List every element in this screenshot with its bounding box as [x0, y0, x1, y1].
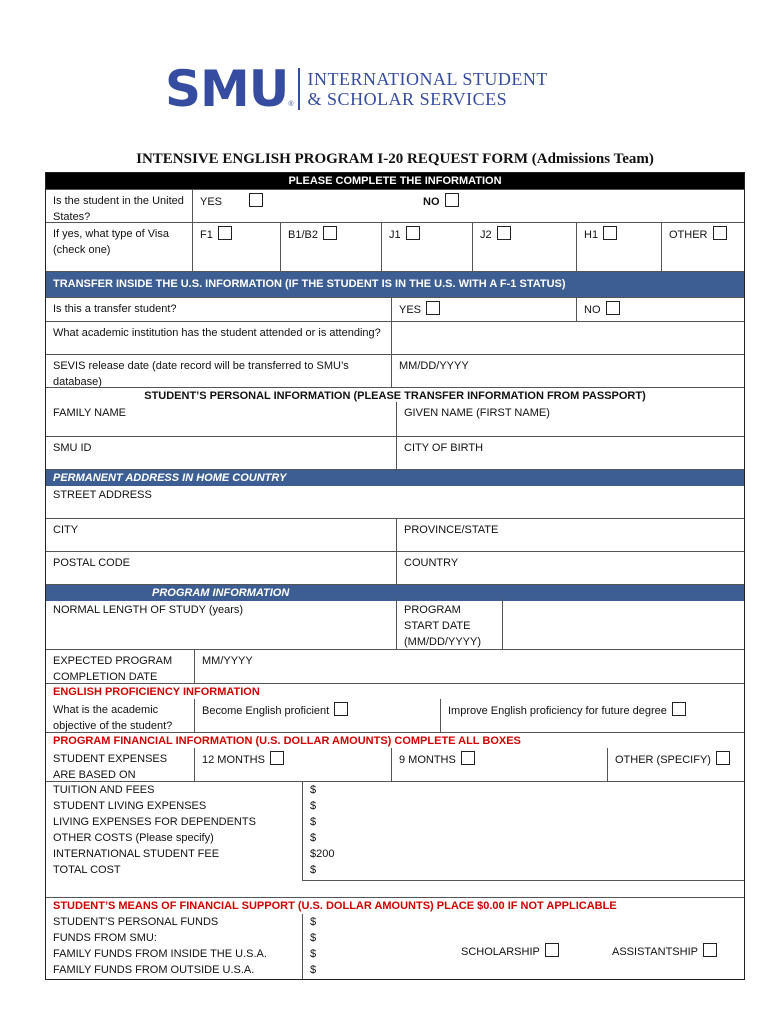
- in-us-question: Is the student in the United States?: [53, 195, 184, 222]
- visa-row: [46, 223, 744, 272]
- means-label: FAMILY FUNDS FROM OUTSIDE U.S.A.: [53, 964, 255, 976]
- means-value: $: [310, 916, 317, 928]
- months12-label: 12 MONTHS: [202, 754, 265, 766]
- cost-value: $: [310, 832, 317, 844]
- visa-b1b2-label: B1/B2: [288, 229, 318, 241]
- english-opt2-cell: [440, 699, 744, 732]
- visa-f1-cell: [192, 223, 280, 271]
- section-please-complete: PLEASE COMPLETE THE INFORMATION: [46, 173, 744, 190]
- section-program: PROGRAM INFORMATION: [46, 585, 744, 601]
- cost-values[interactable]: [302, 782, 744, 881]
- smuid-row: [46, 437, 744, 470]
- visa-other-cell: [661, 223, 744, 271]
- visa-j2-checkbox[interactable]: [497, 226, 511, 240]
- institution-field[interactable]: [391, 322, 744, 354]
- province-field[interactable]: PROVINCE/STATE: [396, 519, 744, 551]
- section-transfer-label: TRANSFER INSIDE THE U.S. INFORMATION (IF THE STUDENT IS IN THE U.S. WITH A F-1 STATUS): [53, 278, 566, 290]
- visa-j1-cell: [381, 223, 472, 271]
- postal-code-field[interactable]: POSTAL CODE: [53, 557, 131, 569]
- assistantship-checkbox[interactable]: [703, 943, 717, 957]
- section-personal: STUDENT’S PERSONAL INFORMATION (PLEASE TRANSFER INFORMATION FROM PASSPORT): [144, 390, 646, 402]
- in-us-no-cell: [409, 190, 744, 222]
- scholarship-cell: [461, 943, 559, 958]
- english-question: What is the academic objective of the student?: [53, 704, 173, 732]
- city-of-birth-field[interactable]: CITY OF BIRTH: [396, 437, 744, 469]
- request-form: [45, 172, 745, 980]
- visa-other-checkbox[interactable]: [713, 226, 727, 240]
- transfer-no-label: NO: [584, 304, 601, 316]
- cost-label: STUDENT LIVING EXPENSES: [53, 800, 207, 812]
- months9-label: 9 MONTHS: [399, 754, 456, 766]
- transfer-no-checkbox[interactable]: [606, 301, 620, 315]
- section-address: PERMANENT ADDRESS IN HOME COUNTRY: [46, 470, 744, 486]
- english-opt2-checkbox[interactable]: [672, 702, 686, 716]
- completion-field[interactable]: MM/YYYY: [194, 650, 744, 683]
- section-means: STUDENT’S MEANS OF FINANCIAL SUPPORT (U.S. DOLLAR AMOUNTS) PLACE $0.00 IF NOT APPLICABLE: [53, 900, 617, 912]
- in-us-row: [46, 190, 744, 223]
- logo-registered-mark: ®: [288, 101, 294, 108]
- section-english: ENGLISH PROFICIENCY INFORMATION: [53, 686, 260, 698]
- program-start-label: PROGRAM START DATE (MM/DD/YYYY): [396, 599, 503, 649]
- cost-label: TOTAL COST: [53, 864, 121, 876]
- cost-value: $: [310, 800, 317, 812]
- smu-logo: [165, 60, 548, 118]
- costs-block: [46, 782, 744, 898]
- other-specify-label: OTHER (SPECIFY): [615, 754, 711, 766]
- means-label: FUNDS FROM SMU:: [53, 932, 157, 944]
- english-opt1-cell: [194, 699, 440, 732]
- completion-row: [46, 650, 744, 684]
- smu-id-field[interactable]: SMU ID: [53, 442, 92, 454]
- means-label: STUDENT’S PERSONAL FUNDS: [53, 916, 219, 928]
- means-labels: [46, 914, 302, 979]
- means-value: $: [310, 964, 317, 976]
- visa-b1b2-checkbox[interactable]: [323, 226, 337, 240]
- country-field[interactable]: COUNTRY: [396, 552, 744, 584]
- logo-divider: [298, 68, 300, 110]
- institution-question: What academic institution has the student attended or is attending?: [53, 327, 381, 339]
- assistantship-label: ASSISTANTSHIP: [612, 946, 698, 958]
- in-us-yes-checkbox[interactable]: [249, 193, 263, 207]
- visa-b1b2-cell: [280, 223, 381, 271]
- means-value: $: [310, 932, 317, 944]
- street-row: [46, 470, 744, 519]
- visa-question: If yes, what type of Visa (check one): [53, 228, 169, 256]
- length-of-study-field[interactable]: NORMAL LENGTH OF STUDY (years): [53, 604, 244, 616]
- other-specify-cell: [607, 748, 744, 781]
- in-us-no-label: NO: [423, 196, 440, 208]
- postal-row: [46, 552, 744, 585]
- scholarship-checkbox[interactable]: [545, 943, 559, 957]
- cost-label: TUITION AND FEES: [53, 784, 155, 796]
- in-us-yes-label: YES: [200, 196, 223, 208]
- english-opt1-label: Become English proficient: [202, 705, 330, 717]
- institution-row: [46, 322, 744, 355]
- cost-value: $200: [310, 848, 335, 860]
- visa-other-label: OTHER: [669, 229, 708, 241]
- english-row: [46, 684, 744, 733]
- means-value: $: [310, 948, 317, 960]
- transfer-question: Is this a transfer student?: [53, 303, 177, 315]
- transfer-yes-cell: [391, 298, 576, 321]
- personal-name-row: [46, 388, 744, 437]
- assistantship-cell: [612, 943, 717, 958]
- visa-j1-label: J1: [389, 229, 401, 241]
- family-name-field[interactable]: FAMILY NAME: [53, 407, 126, 419]
- months12-cell: [194, 748, 391, 781]
- months9-cell: [391, 748, 607, 781]
- given-name-field[interactable]: GIVEN NAME (FIRST NAME): [396, 402, 744, 436]
- transfer-row: [46, 298, 744, 322]
- sevis-question: SEVIS release date (date record will be transferred to SMU’s database): [53, 360, 349, 387]
- form-title: INTENSIVE ENGLISH PROGRAM I-20 REQUEST FORM (Admissions Team): [136, 151, 654, 167]
- expenses-based-label: STUDENT EXPENSES ARE BASED ON: [53, 753, 168, 781]
- cost-value: $: [310, 784, 317, 796]
- cost-label: OTHER COSTS (Please specify): [53, 832, 214, 844]
- means-values[interactable]: [302, 914, 457, 979]
- logo-line1: INTERNATIONAL STUDENT: [307, 69, 548, 89]
- section-financial: PROGRAM FINANCIAL INFORMATION (U.S. DOLLAR AMOUNTS) COMPLETE ALL BOXES: [53, 735, 521, 747]
- logo-brand: SMU: [165, 60, 289, 118]
- in-us-yes-cell: [192, 190, 409, 222]
- visa-h1-label: H1: [584, 229, 599, 241]
- sevis-date-field[interactable]: MM/DD/YYYY: [391, 355, 744, 387]
- visa-h1-cell: [576, 223, 661, 271]
- city-field[interactable]: CITY: [53, 524, 79, 536]
- street-address-field[interactable]: STREET ADDRESS: [53, 489, 152, 501]
- cost-label: INTERNATIONAL STUDENT FEE: [53, 848, 220, 860]
- visa-f1-label: F1: [200, 229, 213, 241]
- program-length-row: [46, 585, 744, 650]
- visa-j2-cell: [472, 223, 576, 271]
- means-label: FAMILY FUNDS FROM INSIDE THE U.S.A.: [53, 948, 267, 960]
- program-start-field[interactable]: [503, 599, 744, 649]
- visa-f1-checkbox[interactable]: [218, 226, 232, 240]
- section-transfer: [46, 272, 744, 298]
- cost-labels: [46, 782, 302, 897]
- logo-text: [308, 69, 548, 109]
- scholarship-label: SCHOLARSHIP: [461, 946, 540, 958]
- means-block: [46, 898, 744, 979]
- in-us-no-checkbox[interactable]: [445, 193, 459, 207]
- visa-h1-checkbox[interactable]: [603, 226, 617, 240]
- city-row: [46, 519, 744, 552]
- visa-j2-label: J2: [480, 229, 492, 241]
- other-specify-checkbox[interactable]: [716, 751, 730, 765]
- months9-checkbox[interactable]: [461, 751, 475, 765]
- cost-value: $: [310, 864, 317, 876]
- transfer-yes-label: YES: [399, 304, 422, 316]
- logo-line2: & SCHOLAR SERVICES: [307, 89, 508, 109]
- cost-value: $: [310, 816, 317, 828]
- expenses-based-row: [46, 733, 744, 782]
- sevis-row: [46, 355, 744, 388]
- completion-label: EXPECTED PROGRAM COMPLETION DATE: [53, 655, 173, 683]
- cost-label: LIVING EXPENSES FOR DEPENDENTS: [53, 816, 256, 828]
- transfer-no-cell: [576, 298, 744, 321]
- english-opt2-label: Improve English proficiency for future degree: [448, 705, 667, 717]
- months12-checkbox[interactable]: [270, 751, 284, 765]
- visa-j1-checkbox[interactable]: [406, 226, 420, 240]
- english-opt1-checkbox[interactable]: [334, 702, 348, 716]
- transfer-yes-checkbox[interactable]: [426, 301, 440, 315]
